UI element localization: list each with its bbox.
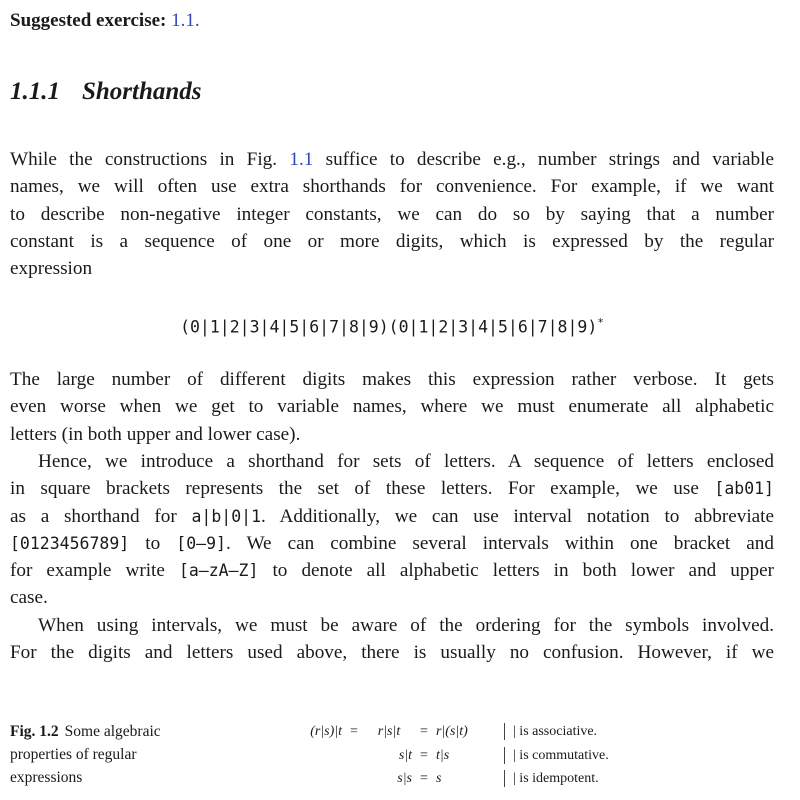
- paragraph-line: The large number of different digits makes this expression rather verbose. It gets: [10, 369, 774, 390]
- paragraph-line: expression: [10, 258, 93, 280]
- property-description: | is commutative.: [504, 747, 609, 764]
- code-span: [0123456789]: [10, 533, 130, 553]
- property-description: | is idempotent.: [504, 770, 599, 787]
- paragraph-line: [10, 503, 774, 530]
- equation-row: [280, 720, 609, 744]
- equals-sign: =: [420, 771, 428, 786]
- figure-label: Fig. 1.2: [10, 723, 59, 740]
- equals-sign: =: [420, 747, 428, 763]
- exercise-link[interactable]: 1.1.: [171, 10, 200, 31]
- paragraph-line: [10, 557, 774, 584]
- paragraph-1: [10, 146, 774, 282]
- kleene-star: *: [597, 316, 604, 329]
- text-span: as a shorthand for: [10, 505, 192, 527]
- code-span: [a–zA–Z]: [178, 561, 259, 581]
- caption-line: expressions: [10, 769, 83, 786]
- equation-lhs: s|s: [397, 771, 412, 786]
- paragraph-line: [10, 146, 774, 173]
- caption-line: Some algebraic: [64, 723, 161, 740]
- figure-equations: [280, 720, 609, 791]
- equation-lhs: s|t: [398, 747, 412, 763]
- text-span: to denote all alphabetic letters in both lower and upper: [258, 560, 774, 582]
- text-span: suffice to describe e.g., number strings and variable: [313, 149, 775, 170]
- paragraph-line: letters (in both upper and lower case).: [10, 423, 301, 445]
- code-span: a|b|0|1: [191, 506, 262, 526]
- paragraph-line: [10, 530, 774, 557]
- paragraph-3: [10, 448, 774, 612]
- display-equation: [10, 311, 774, 340]
- paragraph-line: to describe non-negative integer constants, we can do so by saying that a number: [10, 203, 774, 225]
- text-span: . We can combine several intervals within one bracket and: [225, 532, 774, 554]
- equation-body: (0|1|2|3|4|5|6|7|8|9)(0|1|2|3|4|5|6|7|8|9): [180, 317, 598, 337]
- code-span: [0–9]: [176, 533, 226, 553]
- suggested-exercise: [10, 8, 200, 34]
- text-span: in square brackets represents the set of these letters. For example, we use: [10, 478, 715, 500]
- paragraph-line: names, we will often use extra shorthands for convenience. For example, if we want: [10, 176, 774, 198]
- paragraph-line: When using intervals, we must be aware of the ordering for the symbols involved.: [38, 615, 774, 636]
- text-span: While the constructions in Fig.: [10, 149, 290, 170]
- paragraph-4: [10, 612, 774, 667]
- paragraph-line: [10, 475, 774, 502]
- section-title: Shorthands: [82, 78, 202, 105]
- equation-mid: r|s|t: [377, 724, 401, 739]
- code-span: [ab01]: [714, 479, 774, 499]
- property-description: | is associative.: [504, 723, 597, 740]
- equation-rhs: t|s: [436, 747, 450, 763]
- paragraph-2: [10, 366, 774, 448]
- equation-row: [280, 744, 609, 768]
- paragraph-line: even worse when we get to variable names, where we must enumerate all alphabetic: [10, 396, 774, 418]
- paragraph-line: case.: [10, 587, 48, 609]
- paragraph-line: Hence, we introduce a shorthand for sets of letters. A sequence of letters enclosed: [38, 451, 774, 472]
- section-heading: [10, 76, 202, 108]
- paragraph-line: For the digits and letters used above, there is usually no confusion. However, if we: [10, 642, 774, 664]
- caption-line: properties of regular: [10, 746, 137, 763]
- text-span: for example write: [10, 560, 179, 582]
- page: [10, 0, 776, 800]
- paragraph-line: constant is a sequence of one or more digits, which is expressed by the regular: [10, 230, 774, 252]
- figure-1-2: [10, 720, 776, 800]
- figure-link[interactable]: 1.1: [289, 149, 314, 170]
- equation-rhs: r|(s|t): [436, 724, 468, 739]
- equation-row: [280, 767, 609, 791]
- equals-sign: =: [420, 724, 428, 739]
- figure-caption: [10, 720, 230, 789]
- section-number: 1.1.1: [10, 78, 60, 105]
- equals-sign: =: [350, 724, 358, 739]
- equation-rhs: s: [436, 771, 442, 786]
- text-span: to: [129, 532, 177, 554]
- equation-lhs: (r|s)|t: [310, 724, 342, 739]
- suggested-exercise-label: Suggested exercise:: [10, 10, 167, 31]
- text-span: . Additionally, we can use interval notation to abbreviate: [261, 505, 775, 527]
